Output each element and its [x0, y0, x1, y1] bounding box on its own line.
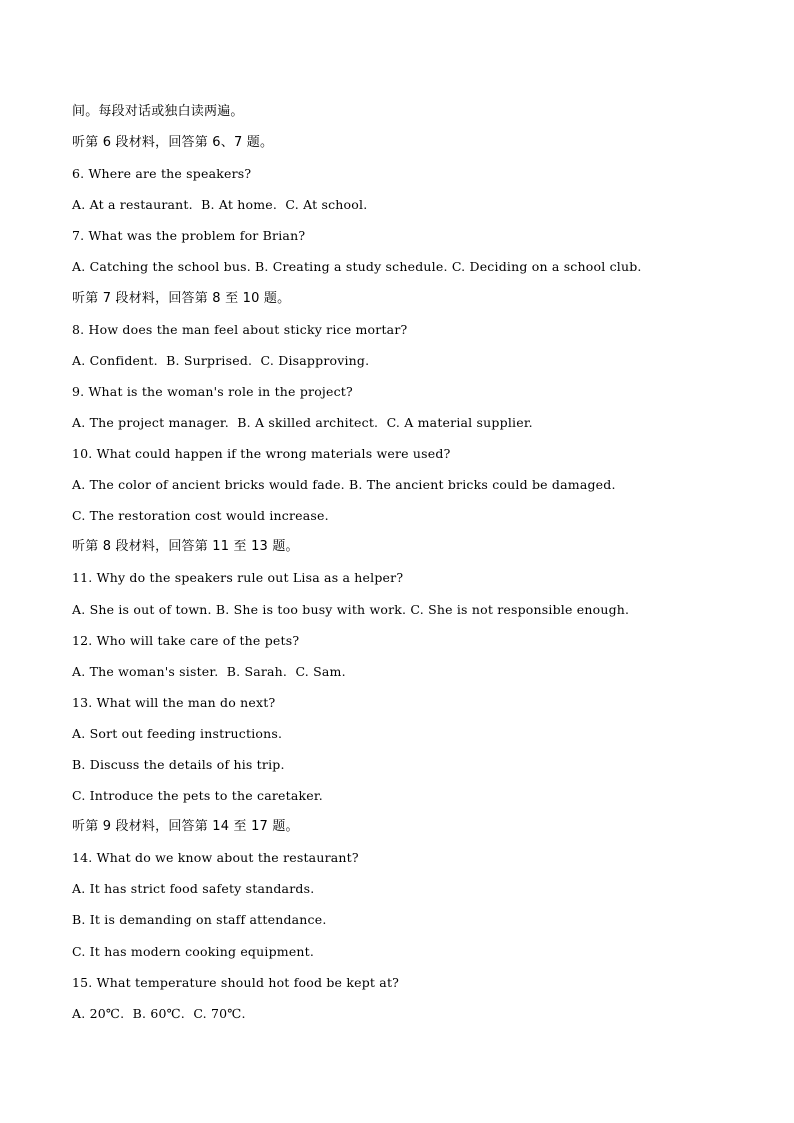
option-13-a: A. Sort out feeding instructions. — [72, 725, 283, 741]
question-15: 15. What temperature should hot food be kept at? — [72, 974, 400, 990]
question-6: 6. Where are the speakers? — [72, 166, 252, 182]
options-15: A. 20℃. B. 60℃. C. 70℃. — [72, 1005, 246, 1021]
question-13: 13. What will the man do next? — [72, 694, 276, 710]
question-14: 14. What do we know about the restaurant? — [72, 850, 359, 866]
section-heading-7: 听第 7 段材料，回答第 8 至 10 题。 — [72, 290, 291, 306]
options-11: A. She is out of town. B. She is too busy with work. C. She is not responsible enough. — [72, 601, 630, 617]
question-7: 7. What was the problem for Brian? — [72, 228, 306, 244]
option-13-c: C. Introduce the pets to the caretaker. — [72, 788, 323, 804]
option-14-a: A. It has strict food safety standards. — [72, 881, 315, 897]
section-heading-6: 听第 6 段材料，回答第 6、7 题。 — [72, 135, 274, 151]
options-10-c: C. The restoration cost would increase. — [72, 508, 329, 524]
question-10: 10. What could happen if the wrong materials were used? — [72, 446, 451, 462]
instruction-text: 间。每段对话或独白读两遍。 — [72, 104, 244, 119]
option-14-b: B. It is demanding on staff attendance. — [72, 912, 327, 928]
question-8: 8. How does the man feel about sticky rice mortar? — [72, 321, 408, 337]
options-7: A. Catching the school bus. B. Creating a study schedule. C. Deciding on a school club. — [72, 259, 642, 275]
options-10-ab: A. The color of ancient bricks would fade. B. The ancient bricks could be damaged. — [72, 477, 616, 493]
section-heading-9: 听第 9 段材料，回答第 14 至 17 题。 — [72, 819, 299, 835]
option-14-c: C. It has modern cooking equipment. — [72, 943, 315, 959]
question-11: 11. Why do the speakers rule out Lisa as a helper? — [72, 570, 404, 586]
exam-content — [72, 101, 752, 1034]
options-12: A. The woman's sister. B. Sarah. C. Sam. — [72, 663, 346, 679]
question-9: 9. What is the woman's role in the project? — [72, 383, 353, 399]
options-6: A. At a restaurant. B. At home. C. At school. — [72, 197, 368, 213]
question-12: 12. Who will take care of the pets? — [72, 632, 300, 648]
options-8: A. Confident. B. Surprised. C. Disapproving. — [72, 352, 370, 368]
option-13-b: B. Discuss the details of his trip. — [72, 756, 285, 772]
section-heading-8: 听第 8 段材料，回答第 11 至 13 题。 — [72, 539, 299, 555]
options-9: A. The project manager. B. A skilled architect. C. A material supplier. — [72, 414, 533, 430]
